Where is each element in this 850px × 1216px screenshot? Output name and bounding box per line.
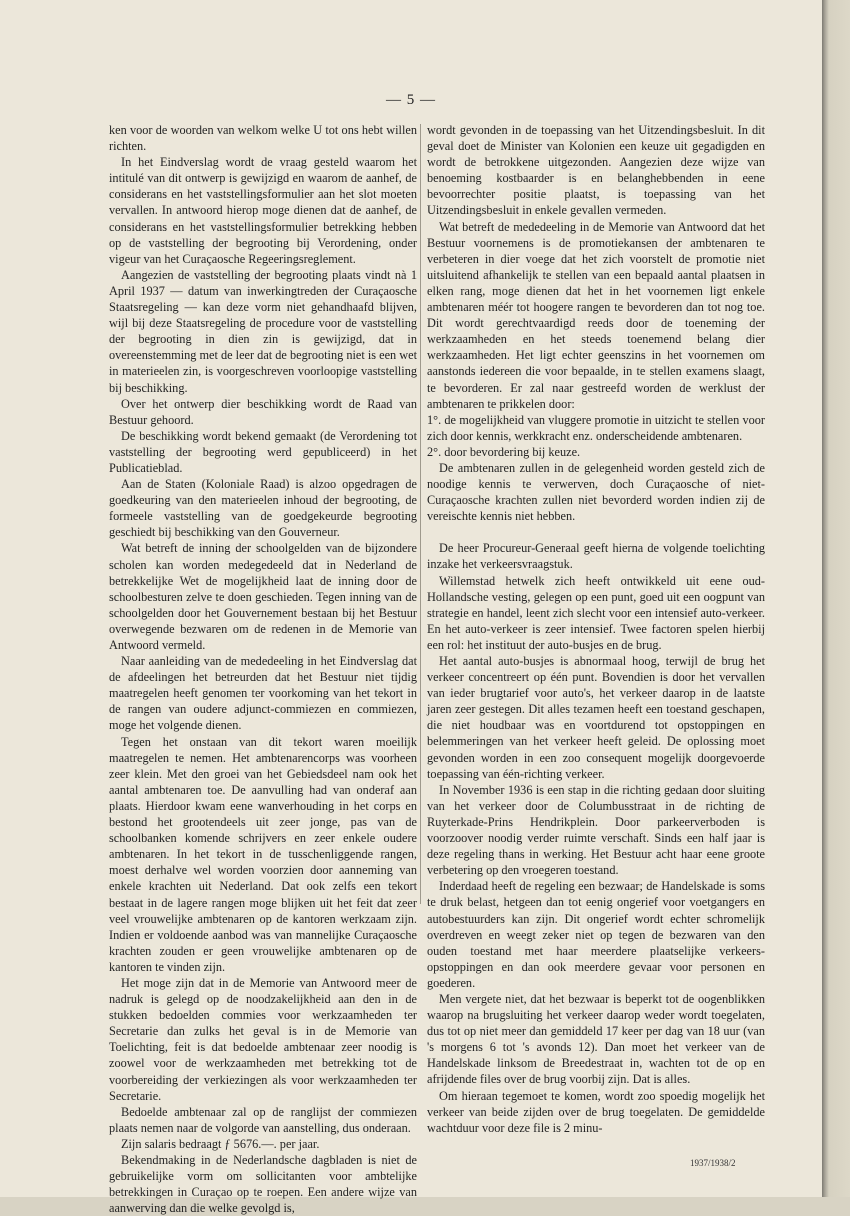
paragraph: Bekendmaking in de Nederlandsche dagbladen is niet de gebruikelijke vorm om sollicitanten voor ambtelijke betrekkingen in Curaçao op te roepen. Een andere wijze van aanwerving dan die welke gevolgd is, — [109, 1153, 417, 1216]
page-number: — 5 — — [386, 92, 436, 108]
column-divider — [420, 124, 421, 904]
paragraph: ken voor de woorden van welkom welke U tot ons hebt willen richten. — [109, 123, 417, 154]
list-item: 1°. de mogelijkheid van vluggere promotie in uitzicht te stellen voor zich door kennis, werkkracht enz. onderscheidende ambtenaren. — [427, 412, 765, 443]
paragraph: Inderdaad heeft de regeling een bezwaar; de Handelskade is soms te druk belast, hetgeen dan tot eenig ongerief voor voetgangers en autobestuurders kan zijn. Dit ongerief wordt echter schromelijk overdreven en weegt zeker niet op tegen de bezwaren van den ouden toestand met haar meerdere plaatselijke verkeers-opstoppingen en dan ook meerdere gevaar voor personen en goederen. — [427, 879, 765, 990]
paragraph: Aan de Staten (Koloniale Raad) is alzoo opgedragen de goedkeuring van den materieelen inhoud der begrooting, de formeele vaststelling van de goedgekeurde begrooting geschiedt bij beschikking van den Gouverneur. — [109, 477, 417, 540]
paragraph: Om hieraan tegemoet te komen, wordt zoo spoedig mogelijk het verkeer van beide zijden over de brug toegelaten. De gemiddelde wachtduur voor deze file is 2 minu- — [427, 1088, 765, 1135]
paragraph: Men vergete niet, dat het bezwaar is beperkt tot de oogenblikken waarop na brugsluiting het verkeer daarop weder wordt toegelaten, dus tot op niet meer dan gemiddeld 17 keer per dag van 18 uur (van 's morgens 6 tot 's avonds 12). Dan moet het verkeer van de Handelskade linksom de Breedestraat in, wachten tot de op en afrijdende files over de brug voorbij zijn. Dat is alles. — [427, 991, 765, 1087]
paragraph: wordt gevonden in de toepassing van het Uitzendingsbesluit. In dit geval doet de Minister van Kolonien een keuze uit gegadigden en wordt de betrokkene uitgezonden. Aangezien deze wijze van benoeming kostbaarder is en belanghebbenden in eene bevoorrechter positie plaatst, is toepassing van het Uitzendingsbesluit in enkele gevallen vermeden. — [427, 123, 765, 218]
paragraph: Wat betreft de inning der schoolgelden van de bijzondere scholen kan worden medegedeeld dat in Nederland de betrekkelijke Wet de mogelijkheid laat de inning door de schoolbesturen zelve te doen geschieden. Tegen inning van de schoolgelden door het Gouvernement bestaan bij het Bestuur overwegende bezwaren om de redenen in de Memorie van Antwoord vermeld. — [109, 541, 417, 652]
page-edge — [822, 0, 850, 1197]
paragraph: Wat betreft de mededeeling in de Memorie van Antwoord dat het Bestuur voornemens is de promotiekansen der ambtenaren te verbeteren in dier voege dat het zich voorstelt de promotie niet uitsluitend afhankelijk te stellen van een bepaald aantal plaatsen in elken rang, moge dienen dat het in het voornemen ligt enkele ambtenaren méér tot hoogere rangen te bevorderen dan tot nog toe. Dit wordt gerechtvaardigd reeds door de toeneming der werkzaamheden en het steeds toenemend belang dier werkzaamheden. Het ligt echter geenszins in het voornemen om aanstonds iedereen die voor bepaalde, in te stellen examens slaagt, te bevorderen. Er zal naar gestreefd worden de werklust der ambtenaren te prikkelen door: — [427, 219, 765, 411]
paragraph: Naar aanleiding van de mededeeling in het Eindverslag dat de afdeelingen het betreurden dat het Bestuur niet tijdig maatregelen heeft genomen ter voorkoming van het tekort in de rangen van oudere adjunct-commiezen en commiezen, moge het volgende dienen. — [109, 654, 417, 733]
paragraph: Aangezien de vaststelling der begrooting plaats vindt nà 1 April 1937 — datum van inwerkingtreden der Curaçaosche Staatsregeling — kan deze vorm niet gehandhaafd blijven, wijl bij deze Staatsregeling de procedure voor de vaststelling der begrooting in dien zin is gewijzigd, dat in overeenstemming met de leer dat de begrooting niet is een wet in materieelen zin, is voorgeschreven voorloopige vaststelling bij beschikking. — [109, 267, 417, 395]
paragraph: Tegen het onstaan van dit tekort waren moeilijk maatregelen te nemen. Het ambtenarencorps was voorheen zeer klein. Met den groei van het Gebiedsdeel nam ook het aantal ambtenaren toe. De aanvulling had van onderaf aan plaats. Hierdoor kwam eene wanverhouding in het corps en bestond het grootendeels uit zeer jonge, pas van de schoolbanken komende schrijvers en zeer enkele oudere ambtenaren. In het tekort in de tusschenliggende rangen, moest derhalve wel worden voorzien door aanneming van enkele krachten uit Nederland. Dat ook zelfs een tekort bestaat in de lagere rangen moge blijken uit het feit dat zeer veel vrouwelijke ambtenaren op de kantoren werkzaam zijn. Indien er voldoende aanbod was van mannelijke Curaçaosche krachten zouden er geen vrouwelijke ambtenaren op de kantoren te vinden zijn. — [109, 734, 417, 974]
paragraph: Bedoelde ambtenaar zal op de ranglijst der commiezen plaats nemen naar de volgorde van aanstelling, dus onderaan. — [109, 1104, 417, 1135]
paragraph: De heer Procureur-Generaal geeft hierna de volgende toelichting inzake het verkeersvraagstuk. — [427, 541, 765, 572]
paragraph: De ambtenaren zullen in de gelegenheid worden gesteld zich de noodige kennis te verwerven, doch Curaçaosche of niet-Curaçaosche krachten zullen niet bevorderd worden indien zij de vereischte kennis niet hebben. — [427, 460, 765, 524]
left-column — [109, 122, 417, 1216]
paragraph: De beschikking wordt bekend gemaakt (de Verordening tot vaststelling der begrooting werd gepubliceerd) in het Publicatieblad. — [109, 428, 417, 475]
paragraph: In het Eindverslag wordt de vraag gesteld waarom het intitulé van dit ontwerp is gewijzigd en waarom de aanhef, de considerans en het vaststellingsformulier aan het slot moeten vervallen. In antwoord hierop moge dienen dat de aanhef, de considerans en het vaststellingsformulier betrekking hebben op de vaststelling der begrooting bij Verordening, onder vigeur van het Curaçaosche Regeeringsreglement. — [109, 155, 417, 266]
document-reference: 1937/1938/2 — [690, 1158, 736, 1168]
paragraph: Het aantal auto-busjes is abnormaal hoog, terwijl de brug het verkeer concentreert op één punt. Bovendien is door het vervallen van ieder brugtarief voor auto's, het verkeer daarop in de laatste jaren zeer gestegen. Dit alles tezamen heeft een toestand geschapen, die niet houdbaar was en voortdurend tot opstoppingen en belemmeringen van het verkeer heeft geleid. De oplossing moet gevonden worden in een zoo consequent mogelijk doorgevoerde toepassing van één-richting verkeer. — [427, 654, 765, 781]
paragraph: Het moge zijn dat in de Memorie van Antwoord meer de nadruk is gelegd op de noodzakelijkheid aan den in de stukken bedoelden commies voor werkzaamheden ter Secretarie dan zulks het geval is in de Memorie van Toelichting, feit is dat bedoelde ambtenaar zeer noodig is zoowel voor de werkzaamheden met betrekking tot de voorbereiding der verkiezingen als voor werkzaamheden ter Secretarie. — [109, 975, 417, 1103]
paragraph: Zijn salaris bedraagt ƒ 5676.—. per jaar. — [121, 1136, 320, 1151]
list-item: 2°. door bevordering bij keuze. — [427, 444, 581, 459]
paragraph: Over het ontwerp dier beschikking wordt de Raad van Bestuur gehoord. — [109, 396, 417, 427]
right-column — [427, 122, 765, 1136]
paragraph: In November 1936 is een stap in die richting gedaan door sluiting van het verkeer door de Columbusstraat in de richting de Ruyterkade-Prins Hendrikplein. Door parkeerverboden is voorzoover noodig verder ruimte verschaft. Sinds een half jaar is deze regeling thans in werking. Het Bestuur acht haar eene groote verbetering op den vroegeren toestand. — [427, 782, 765, 878]
paragraph: Willemstad hetwelk zich heeft ontwikkeld uit eene oud-Hollandsche vesting, gelegen op een punt, goed uit een oogpunt van strategie en handel, leent zich slecht voor een intensief auto-verkeer. En het auto-verkeer is zeer intensief. Twee factoren spelen hierbij een rol: het instituut der auto-busjes en de brug. — [427, 573, 765, 652]
